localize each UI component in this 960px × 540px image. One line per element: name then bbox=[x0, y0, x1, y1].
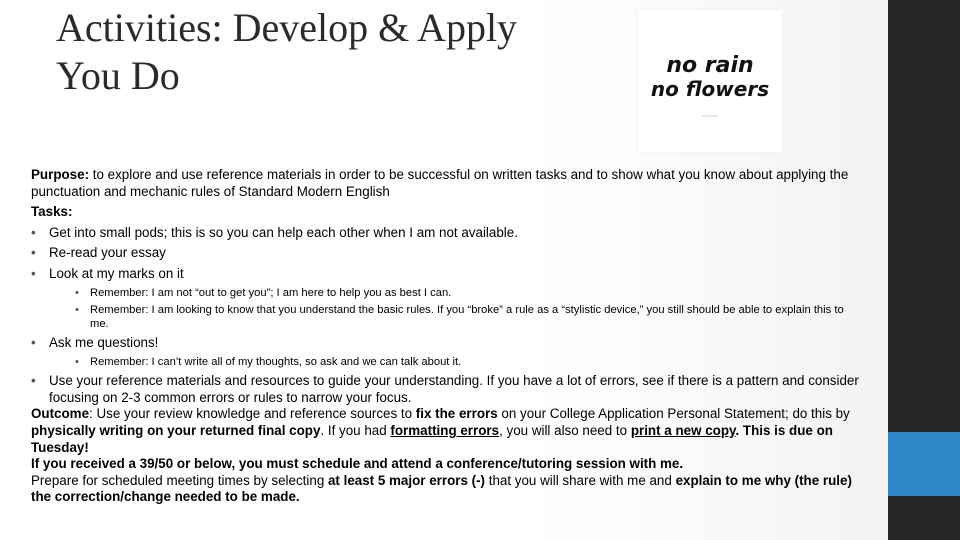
slide-title bbox=[56, 4, 517, 100]
quote-line-1: no rain bbox=[666, 53, 754, 78]
tasks-list bbox=[31, 225, 859, 407]
task-item bbox=[31, 335, 859, 369]
outcome-paragraph bbox=[31, 406, 859, 456]
prepare-bold: explain to me why (the rule) the correction/change needed to be made. bbox=[31, 472, 852, 505]
outcome-text: : Use your review knowledge and reference sources to bbox=[89, 406, 416, 422]
prepare-text: that you will share with me and bbox=[485, 472, 676, 488]
conference-paragraph bbox=[31, 456, 859, 473]
outcome-bold: fix the errors bbox=[415, 406, 498, 422]
reminder-list bbox=[49, 287, 859, 332]
outcome-underline: print a new copy bbox=[630, 422, 736, 438]
outcome-text: . If you had bbox=[320, 422, 391, 438]
prepare-paragraph bbox=[31, 473, 859, 506]
outcome-bold: physically writing on your returned final copy bbox=[31, 422, 321, 438]
purpose-label: Purpose: bbox=[31, 167, 90, 182]
conference-text: If you received a 39/50 or below, you must schedule and attend a conference/tutoring session with me. bbox=[31, 456, 684, 472]
task-item: • Get into small pods; this is so you can help each other when I am not available. bbox=[31, 225, 859, 242]
reminder-list bbox=[49, 356, 859, 370]
outcome-underline: formatting errors bbox=[390, 422, 500, 438]
purpose-paragraph bbox=[31, 167, 859, 200]
title-line-2: You Do bbox=[56, 53, 180, 98]
reminder-item: • Remember: I am not “out to get you”; I am here to help you as best I can. bbox=[49, 287, 859, 301]
no-rain-no-flowers-image bbox=[638, 10, 782, 152]
reminder-item: • Remember: I am looking to know that you understand the basic rules. If you “broke” a rule as a “stylistic device,” you still should be able to explain this to me. bbox=[49, 304, 859, 331]
outcome-label: Outcome bbox=[31, 406, 90, 422]
task-item: • Re-read your essay bbox=[31, 245, 859, 262]
tasks-label-text: Tasks: bbox=[31, 204, 73, 220]
handwritten-quote-image bbox=[638, 10, 782, 152]
task-item bbox=[31, 266, 859, 331]
slide-body bbox=[31, 167, 859, 506]
quote-line-2: no flowers bbox=[650, 77, 770, 101]
task-item-text: Ask me questions! bbox=[49, 335, 159, 351]
outcome-text: on your College Application Personal Statement; do this by bbox=[497, 406, 850, 422]
title-line-1: Activities: Develop & Apply bbox=[56, 5, 518, 50]
outcome-text: , you will also need to bbox=[499, 422, 631, 438]
right-accent-block bbox=[888, 432, 960, 496]
prepare-bold: at least 5 major errors (-) bbox=[327, 472, 486, 488]
task-item: • Use your reference materials and resources to guide your understanding. If you have a lot of errors, see if there is a pattern and consider focusing on 2-3 common errors or rules to narrow your focus. bbox=[31, 373, 859, 406]
reminder-item: • Remember: I can’t write all of my thoughts, so ask and we can talk about it. bbox=[49, 356, 859, 370]
prepare-text: Prepare for scheduled meeting times by selecting bbox=[31, 472, 328, 488]
task-item-text: Look at my marks on it bbox=[49, 265, 184, 281]
outcome-bold: . This is due on Tuesday! bbox=[31, 422, 833, 455]
purpose-text: to explore and use reference materials in order to be successful on written tasks and to show what you know about applying the punctuation and mechanic rules of Standard Modern English bbox=[31, 167, 849, 199]
tasks-label bbox=[31, 204, 859, 221]
